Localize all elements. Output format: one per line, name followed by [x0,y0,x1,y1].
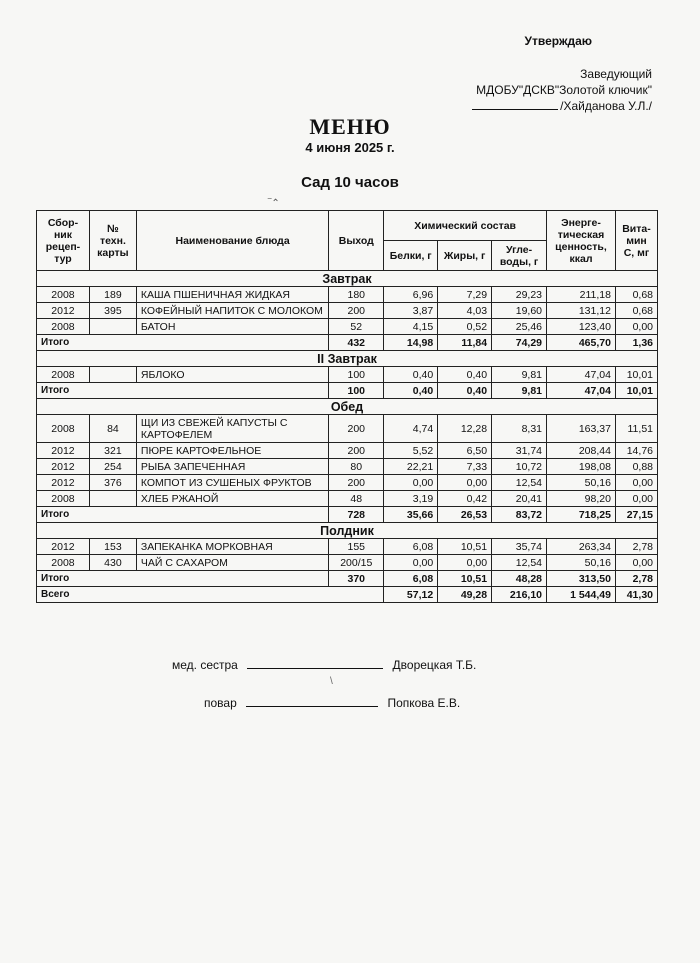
signer-line [472,98,652,114]
cell-vitamin: 11,51 [615,415,657,443]
cell-card: 376 [89,475,136,491]
total-proteins: 6,08 [384,571,438,587]
cell-vitamin: 0,68 [615,287,657,303]
total-proteins: 0,40 [384,383,438,399]
cell-fats: 4,03 [438,303,492,319]
cell-card: 321 [89,443,136,459]
total-fats: 0,40 [438,383,492,399]
cell-proteins: 4,74 [384,415,438,443]
total-energy: 465,70 [547,335,616,351]
cell-carbs: 9,81 [492,367,547,383]
header-carbs: Угле-воды, г [492,241,547,271]
cell-dish-name: КАША ПШЕНИЧНАЯ ЖИДКАЯ [136,287,328,303]
cell-energy: 211,18 [547,287,616,303]
total-row [37,383,658,399]
header-output: Выход [329,211,384,271]
cell-fats: 0,40 [438,367,492,383]
cell-output: 200 [329,475,384,491]
cell-carbs: 12,54 [492,555,547,571]
cell-energy: 198,08 [547,459,616,475]
header-fats: Жиры, г [438,241,492,271]
cell-carbs: 12,54 [492,475,547,491]
cell-energy: 131,12 [547,303,616,319]
cell-fats: 0,52 [438,319,492,335]
cell-carbs: 10,72 [492,459,547,475]
cell-proteins: 22,21 [384,459,438,475]
cell-dish-name: ЗАПЕКАНКА МОРКОВНАЯ [136,539,328,555]
cell-output: 180 [329,287,384,303]
total-row [37,507,658,523]
cell-proteins: 6,08 [384,539,438,555]
cell-proteins: 0,00 [384,475,438,491]
cell-dish-name: БАТОН [136,319,328,335]
cell-energy: 163,37 [547,415,616,443]
total-output: 100 [329,383,384,399]
header-energy: Энерге-тическая ценность, ккал [547,211,616,271]
cell-collection: 2008 [37,491,90,507]
cell-dish-name: ЩИ ИЗ СВЕЖЕЙ КАПУСТЫ С КАРТОФЕЛЕМ [136,415,328,443]
total-label: Итого [37,335,329,351]
cell-output: 155 [329,539,384,555]
table-row [37,319,658,335]
cell-card: 189 [89,287,136,303]
header-collection: Сбор-ник рецеп-тур [37,211,90,271]
cell-carbs: 35,74 [492,539,547,555]
nurse-name: Дворецкая Т.Б. [392,658,477,672]
section-title: II Завтрак [37,351,658,367]
total-label: Итого [37,571,329,587]
cell-collection: 2012 [37,303,90,319]
cell-energy: 50,16 [547,475,616,491]
total-energy: 47,04 [547,383,616,399]
total-carbs: 48,28 [492,571,547,587]
cook-signature [204,694,460,710]
section-row [37,351,658,367]
menu-table-body [37,271,658,603]
signer-name: /Хайданова У.Л./ [560,99,652,113]
cell-dish-name: РЫБА ЗАПЕЧЕННАЯ [136,459,328,475]
cell-proteins: 3,19 [384,491,438,507]
menu-table [36,210,658,603]
table-row [37,475,658,491]
total-carbs: 9,81 [492,383,547,399]
section-title: Обед [37,399,658,415]
cell-card: 153 [89,539,136,555]
cell-vitamin: 14,76 [615,443,657,459]
cell-card: 84 [89,415,136,443]
total-vitamin: 1,36 [615,335,657,351]
cell-card [89,367,136,383]
approve-label: Утверждаю [524,34,592,48]
cell-fats: 7,33 [438,459,492,475]
page-title: МЕНЮ [309,114,391,139]
table-row [37,555,658,571]
total-energy: 313,50 [547,571,616,587]
cell-output: 48 [329,491,384,507]
grand-total-fats: 49,28 [438,587,492,603]
cell-carbs: 8,31 [492,415,547,443]
total-label: Итого [37,383,329,399]
total-output: 370 [329,571,384,587]
cell-dish-name: КОМПОТ ИЗ СУШЕНЫХ ФРУКТОВ [136,475,328,491]
header-dish-name: Наименование блюда [136,211,328,271]
total-fats: 11,84 [438,335,492,351]
table-row [37,303,658,319]
grand-total-proteins: 57,12 [384,587,438,603]
group-title: Сад 10 часов [301,174,399,191]
cell-vitamin: 0,00 [615,555,657,571]
cell-output: 200 [329,415,384,443]
cell-output: 200 [329,303,384,319]
cell-card: 395 [89,303,136,319]
grand-total-energy: 1 544,49 [547,587,616,603]
stray-mark: ‾⌃ [268,198,280,209]
total-output: 728 [329,507,384,523]
cell-fats: 12,28 [438,415,492,443]
total-fats: 10,51 [438,571,492,587]
cell-dish-name: ПЮРЕ КАРТОФЕЛЬНОЕ [136,443,328,459]
cell-collection: 2012 [37,443,90,459]
head-position: Заведующий [580,67,652,81]
total-proteins: 14,98 [384,335,438,351]
total-output: 432 [329,335,384,351]
cell-vitamin: 10,01 [615,367,657,383]
cell-collection: 2008 [37,287,90,303]
stray-tick: \ [330,676,333,687]
table-row [37,443,658,459]
total-proteins: 35,66 [384,507,438,523]
cook-name: Попкова Е.В. [387,696,461,710]
cell-card [89,491,136,507]
cell-energy: 47,04 [547,367,616,383]
cell-collection: 2008 [37,415,90,443]
cell-vitamin: 0,68 [615,303,657,319]
header-proteins: Белки, г [384,241,438,271]
cell-collection: 2012 [37,539,90,555]
cell-proteins: 0,40 [384,367,438,383]
total-energy: 718,25 [547,507,616,523]
cell-carbs: 19,60 [492,303,547,319]
cell-vitamin: 0,00 [615,475,657,491]
total-fats: 26,53 [438,507,492,523]
cell-vitamin: 0,00 [615,319,657,335]
cell-energy: 98,20 [547,491,616,507]
cell-fats: 6,50 [438,443,492,459]
cell-vitamin: 0,00 [615,491,657,507]
cell-collection: 2008 [37,319,90,335]
cell-dish-name: КОФЕЙНЫЙ НАПИТОК С МОЛОКОМ [136,303,328,319]
header-vitamin: Вита-мин С, мг [615,211,657,271]
cell-proteins: 0,00 [384,555,438,571]
cell-dish-name: ЧАЙ С САХАРОМ [136,555,328,571]
cell-proteins: 6,96 [384,287,438,303]
cell-carbs: 20,41 [492,491,547,507]
total-vitamin: 27,15 [615,507,657,523]
nurse-signature [172,656,476,672]
cell-carbs: 29,23 [492,287,547,303]
cell-fats: 0,00 [438,555,492,571]
total-label: Итого [37,507,329,523]
org-name: МДОБУ"ДСКВ"Золотой ключик" [476,83,652,97]
grand-total-carbs: 216,10 [492,587,547,603]
cell-carbs: 31,74 [492,443,547,459]
section-row [37,399,658,415]
section-title: Завтрак [37,271,658,287]
cell-fats: 7,29 [438,287,492,303]
cell-card: 254 [89,459,136,475]
approval-block [472,66,652,114]
table-row [37,539,658,555]
signature-underline [472,98,558,110]
cell-output: 100 [329,367,384,383]
cell-fats: 0,42 [438,491,492,507]
cell-dish-name: ХЛЕБ РЖАНОЙ [136,491,328,507]
section-title: Полдник [37,523,658,539]
header-chem-composition: Химический состав [384,211,547,241]
grand-total-vitamin: 41,30 [615,587,657,603]
cell-carbs: 25,46 [492,319,547,335]
grand-total-row [37,587,658,603]
total-vitamin: 2,78 [615,571,657,587]
cell-collection: 2012 [37,475,90,491]
cell-output: 52 [329,319,384,335]
total-vitamin: 10,01 [615,383,657,399]
cell-dish-name: ЯБЛОКО [136,367,328,383]
table-row [37,415,658,443]
cell-energy: 50,16 [547,555,616,571]
table-row [37,367,658,383]
cell-output: 80 [329,459,384,475]
cook-signature-line [246,694,378,707]
cell-card: 430 [89,555,136,571]
cell-vitamin: 2,78 [615,539,657,555]
cell-proteins: 5,52 [384,443,438,459]
cook-label: повар [204,696,237,710]
nurse-label: мед. сестра [172,658,238,672]
cell-collection: 2008 [37,555,90,571]
header-card: № техн. карты [89,211,136,271]
menu-date: 4 июня 2025 г. [305,140,395,155]
cell-output: 200 [329,443,384,459]
cell-vitamin: 0,88 [615,459,657,475]
cell-energy: 208,44 [547,443,616,459]
cell-card [89,319,136,335]
cell-fats: 10,51 [438,539,492,555]
total-row [37,571,658,587]
cell-collection: 2012 [37,459,90,475]
grand-total-label: Всего [37,587,384,603]
cell-energy: 123,40 [547,319,616,335]
nurse-signature-line [247,656,383,669]
cell-collection: 2008 [37,367,90,383]
cell-proteins: 4,15 [384,319,438,335]
cell-output: 200/15 [329,555,384,571]
table-row [37,491,658,507]
cell-fats: 0,00 [438,475,492,491]
section-row [37,271,658,287]
cell-energy: 263,34 [547,539,616,555]
table-row [37,287,658,303]
total-row [37,335,658,351]
cell-proteins: 3,87 [384,303,438,319]
total-carbs: 74,29 [492,335,547,351]
table-row [37,459,658,475]
total-carbs: 83,72 [492,507,547,523]
section-row [37,523,658,539]
